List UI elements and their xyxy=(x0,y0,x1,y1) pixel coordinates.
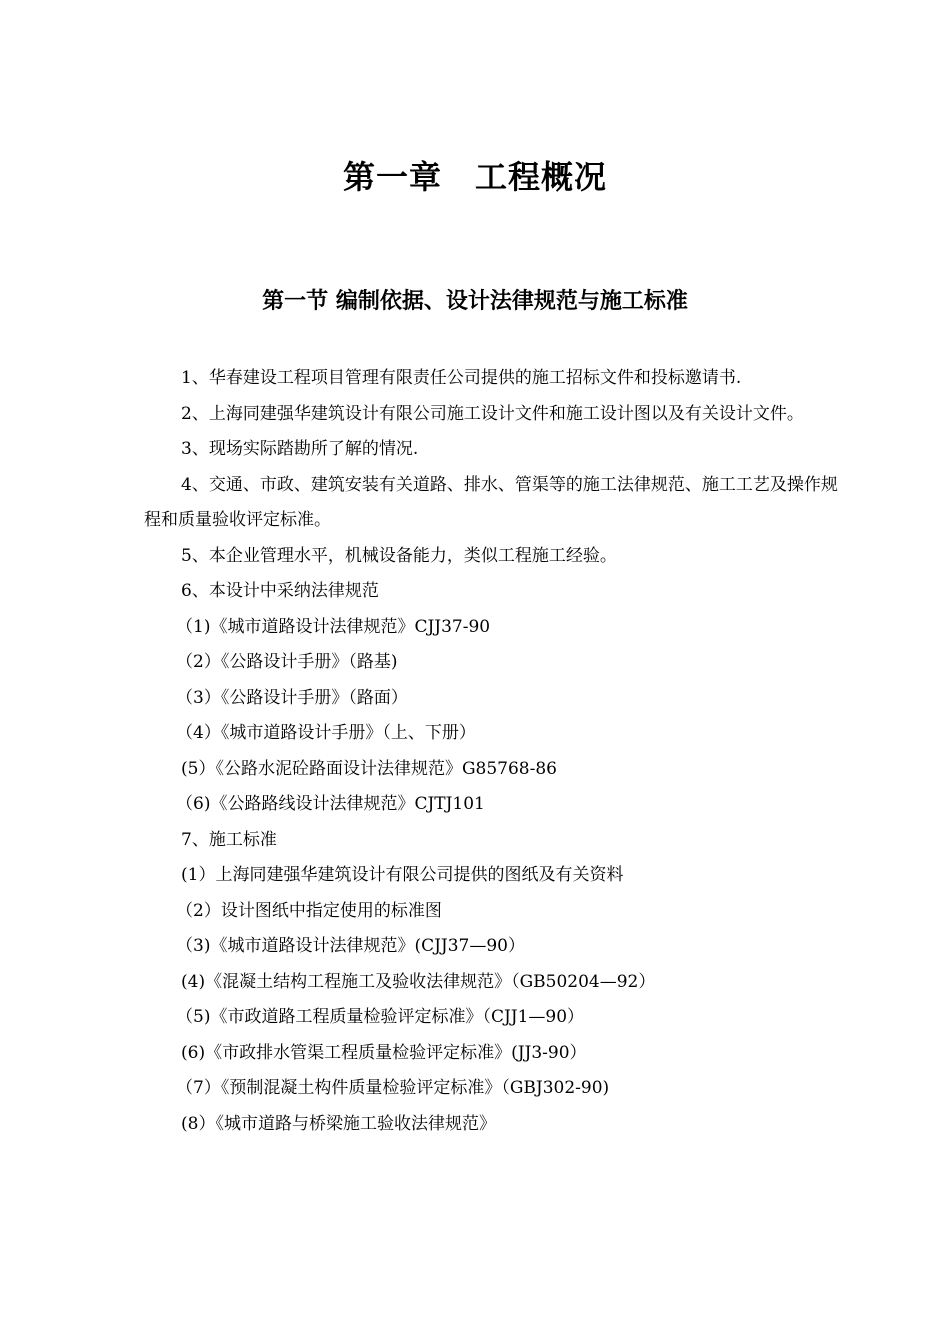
document-body xyxy=(144,361,840,1142)
basis-item-6: 6、本设计中采纳法律规范 xyxy=(181,581,379,601)
basis-item-3: 3、现场实际踏勘所了解的情况. xyxy=(181,439,419,459)
design-norm-item: （4）《城市道路设计手册》（上、下册） xyxy=(176,723,476,743)
basis-item-4: 4、交通、市政、建筑安装有关道路、排水、管渠等的施工法律规范、施工工艺及操作规程和质量验收评定标准。 xyxy=(144,474,838,530)
design-norm-item: （1)《城市道路设计法律规范》CJJ37-90 xyxy=(176,616,491,637)
standard-item: (8）《城市道路与桥梁施工验收法律规范》 xyxy=(181,1113,496,1134)
standard-item: （3)《城市道路设计法律规范》(CJJ37—90） xyxy=(176,936,525,956)
design-norm-item: （2）《公路设计手册》（路基) xyxy=(176,652,398,672)
standard-item: (4)《混凝土结构工程施工及验收法律规范》（GB50204—92） xyxy=(181,971,656,992)
design-norm-item: （3）《公路设计手册》（路面） xyxy=(176,687,408,708)
basis-item-1: 1、华春建设工程项目管理有限责任公司提供的施工招标文件和投标邀请书. xyxy=(181,368,742,388)
chapter-title: 第一章 工程概况 xyxy=(342,158,607,196)
standard-item: (1）上海同建强华建筑设计有限公司提供的图纸及有关资料 xyxy=(181,865,624,885)
basis-item-5: 5、本企业管理水平，机械设备能力，类似工程施工经验。 xyxy=(181,545,617,566)
standard-item: (6)《市政排水管渠工程质量检验评定标准》(JJ3-90） xyxy=(181,1042,587,1063)
standard-item: （2）设计图纸中指定使用的标准图 xyxy=(176,900,442,921)
basis-item-2: 2、上海同建强华建筑设计有限公司施工设计文件和施工设计图以及有关设计文件。 xyxy=(181,403,804,424)
design-norm-item: (5）《公路水泥砼路面设计法律规范》G85768-86 xyxy=(181,758,557,779)
design-norm-item: （6)《公路路线设计法律规范》CJTJ101 xyxy=(176,794,485,814)
standard-item: （7）《预制混凝土构件质量检验评定标准》（GBJ302-90) xyxy=(176,1078,610,1098)
standard-item: （5)《市政道路工程质量检验评定标准》（CJJ1—90） xyxy=(176,1007,585,1027)
standards-heading: 7、施工标准 xyxy=(181,829,277,850)
section-title: 第一节 编制依据、设计法律规范与施工标准 xyxy=(262,289,688,314)
